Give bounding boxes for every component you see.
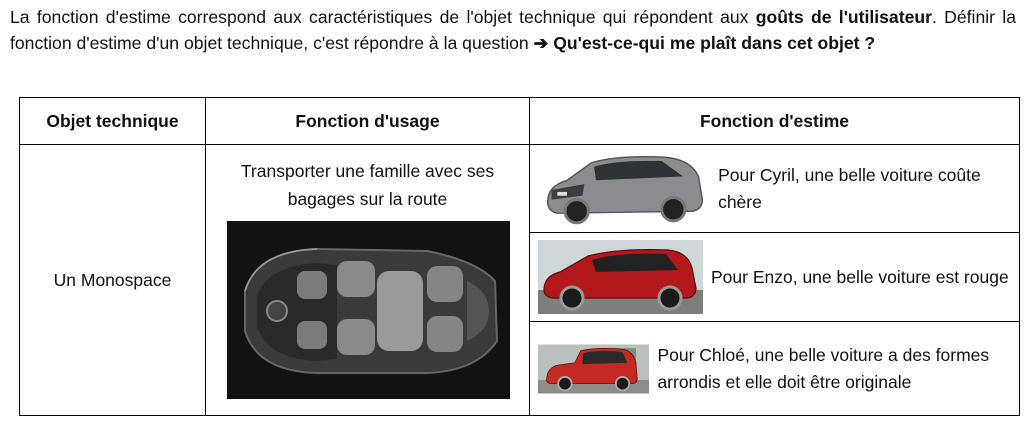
table-row bbox=[20, 145, 1020, 233]
usage-cell bbox=[206, 145, 530, 416]
estime-cell-2 bbox=[530, 233, 1020, 322]
header-objet-technique: Objet technique bbox=[20, 98, 206, 145]
red-multipla-car-icon bbox=[538, 329, 649, 409]
grey-car-icon bbox=[538, 150, 710, 228]
car-interior-icon bbox=[227, 221, 510, 399]
estime-cell-3 bbox=[530, 322, 1020, 416]
estime-text-3: Pour Chloé, une belle voiture a des formes arrondis et elle doit être originale bbox=[657, 344, 990, 392]
estime-cell-1 bbox=[530, 145, 1020, 233]
header-fonction-usage: Fonction d'usage bbox=[206, 98, 530, 145]
intro-bold-1: goûts de l'utilisateur bbox=[755, 7, 932, 27]
usage-text: Transporter une famille avec ses bagages sur la route bbox=[240, 161, 495, 209]
intro-text-2: . Définir la fonction d'estime d'un objet technique, c'est répondre à la question bbox=[10, 7, 1016, 53]
estime-text-1: Pour Cyril, une belle voiture coûte chère bbox=[718, 164, 981, 212]
object-name: Un Monospace bbox=[53, 269, 172, 290]
arrow-icon: ➔ bbox=[533, 33, 549, 53]
table-header-row bbox=[20, 98, 1020, 145]
function-table bbox=[19, 97, 1020, 416]
intro-paragraph bbox=[10, 4, 1016, 56]
header-fonction-estime: Fonction d'estime bbox=[530, 98, 1020, 145]
intro-bold-2: Qu'est-ce-qui me plaît dans cet objet ? bbox=[553, 33, 876, 53]
car-interior-image bbox=[206, 221, 529, 399]
object-cell bbox=[20, 145, 206, 416]
intro-text-1: La fonction d'estime correspond aux caractéristiques de l'objet technique qui répondent aux bbox=[10, 7, 756, 27]
estime-text-2: Pour Enzo, une belle voiture est rouge bbox=[711, 266, 1009, 287]
red-car-icon bbox=[538, 240, 703, 314]
